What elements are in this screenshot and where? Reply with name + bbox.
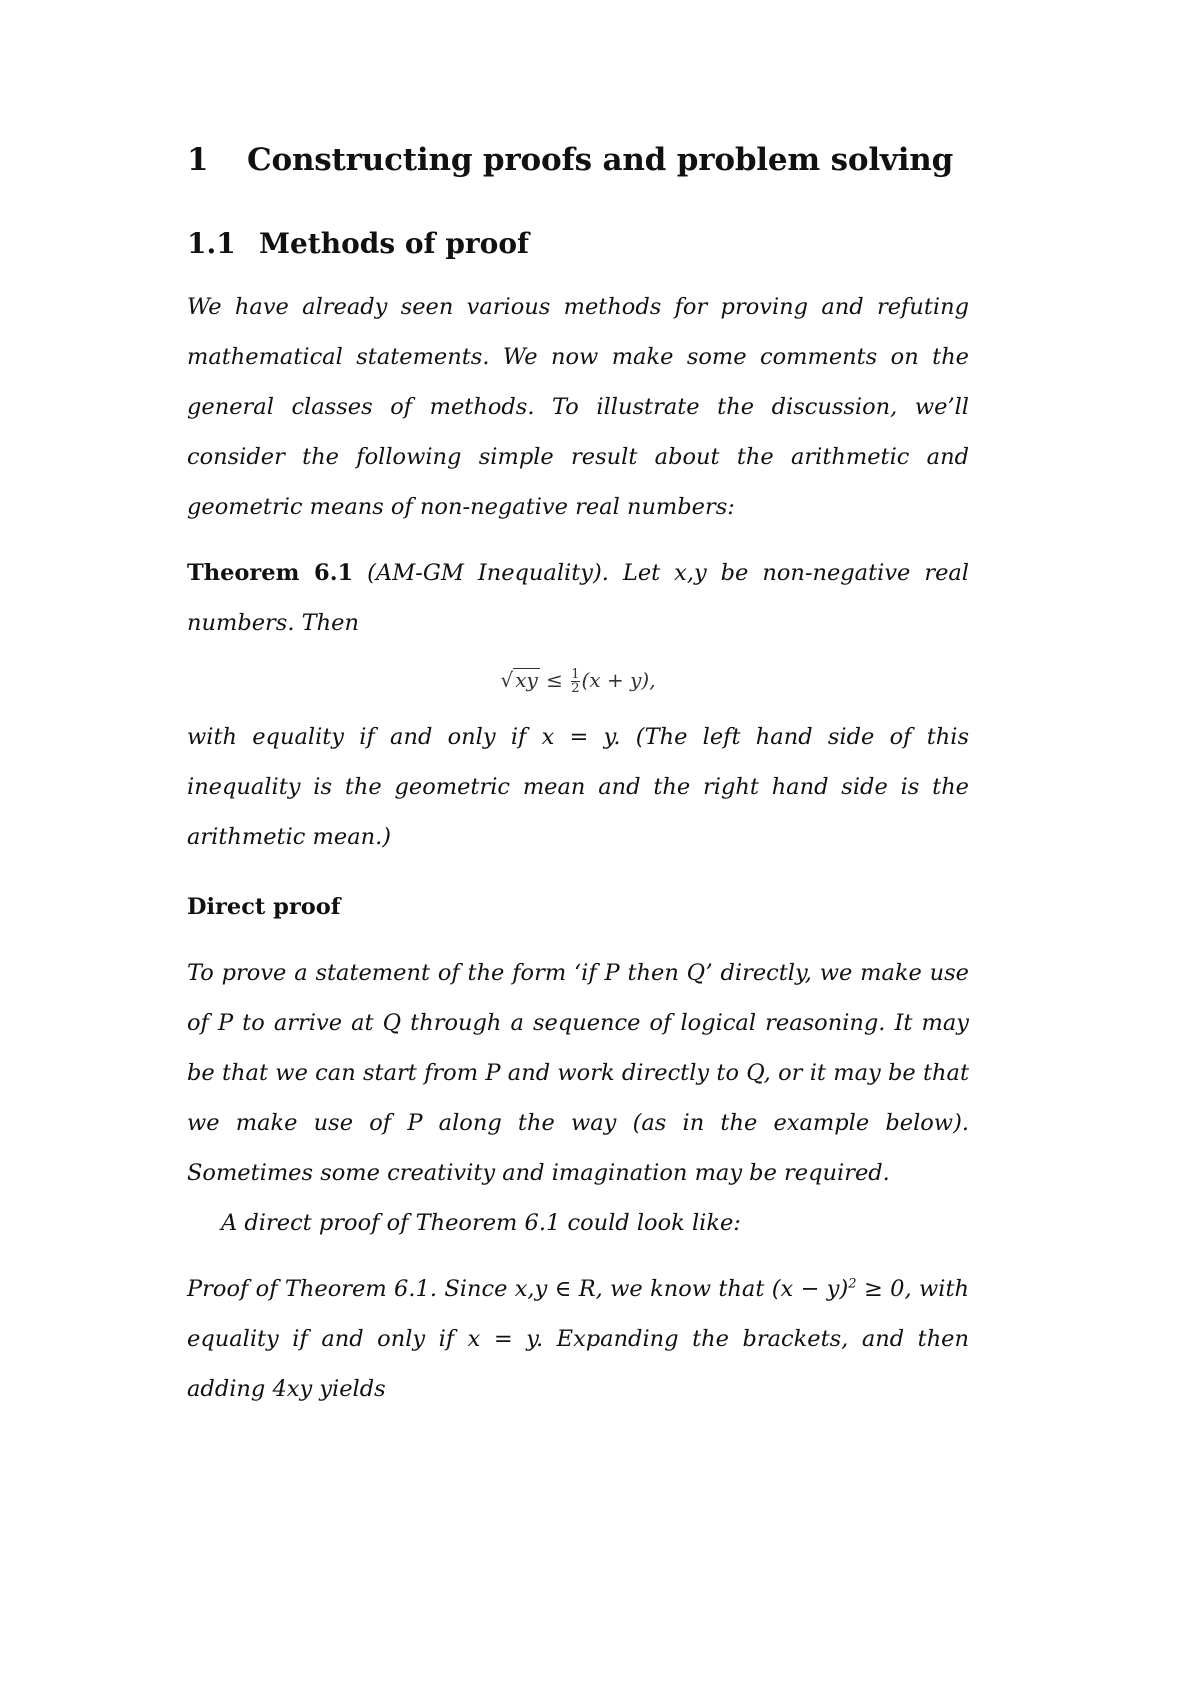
chapter-number: 1 xyxy=(187,142,209,178)
direct-proof-paragraph: To prove a statement of the form ‘if P then Q’ directly, we make use of P to arrive at Q through a sequence of logical reasoning. It may be that we can start from P and work directly to Q, or it may be that we make use of P along the way (as in the example below). Sometimes some creativity and imagination may be required. xyxy=(187,960,969,1186)
proof-text-start: Proof of Theorem 6.1. Since x,y ∈ R, we know that (x − y) xyxy=(187,1276,849,1302)
equality-paragraph: with equality if and only if x = y. (The left hand side of this inequality is the geometric mean and the right hand side is the arithmetic mean.) xyxy=(187,724,969,850)
formula-radicand: xy xyxy=(515,668,538,692)
intro-paragraph: We have already seen various methods for proving and refuting mathematical statements. We now make some comments on the general classes of methods. To illustrate the discussion, we’ll consider the following simple result about the arithmetic and geometric means of non-negative real numbers: xyxy=(187,294,969,520)
formula-fraction xyxy=(571,668,579,695)
theorem-paragraph xyxy=(187,548,969,648)
am-gm-formula xyxy=(187,660,969,700)
proof-paragraph xyxy=(187,1264,969,1414)
proof-superscript: 2 xyxy=(848,1276,857,1292)
section-heading xyxy=(187,226,969,262)
theorem-statement: Let x,y be non-negative real numbers. Then xyxy=(187,560,969,636)
theorem-label: Theorem 6.1 xyxy=(187,560,354,586)
proof-text-end: ≥ 0, with equality if and only if x = y. Expanding the brackets, and then adding 4xy yields xyxy=(187,1276,969,1402)
chapter-title: Constructing proofs and problem solving xyxy=(247,142,954,178)
fraction-numerator: 1 xyxy=(571,667,580,682)
section-number: 1.1 xyxy=(187,227,236,260)
chapter-heading xyxy=(187,140,969,180)
fraction-denominator: 2 xyxy=(571,681,580,696)
formula-relation: ≤ xyxy=(539,668,570,692)
sqrt-symbol: √ xyxy=(500,668,514,692)
section-title: Methods of proof xyxy=(259,227,530,260)
theorem-name: (AM-GM Inequality). xyxy=(367,560,609,586)
subsection-heading: Direct proof xyxy=(187,894,341,920)
page-content xyxy=(187,140,969,1414)
formula-rhs: (x + y), xyxy=(581,668,656,692)
direct-proof-followup: A direct proof of Theorem 6.1 could look like: xyxy=(221,1210,741,1236)
